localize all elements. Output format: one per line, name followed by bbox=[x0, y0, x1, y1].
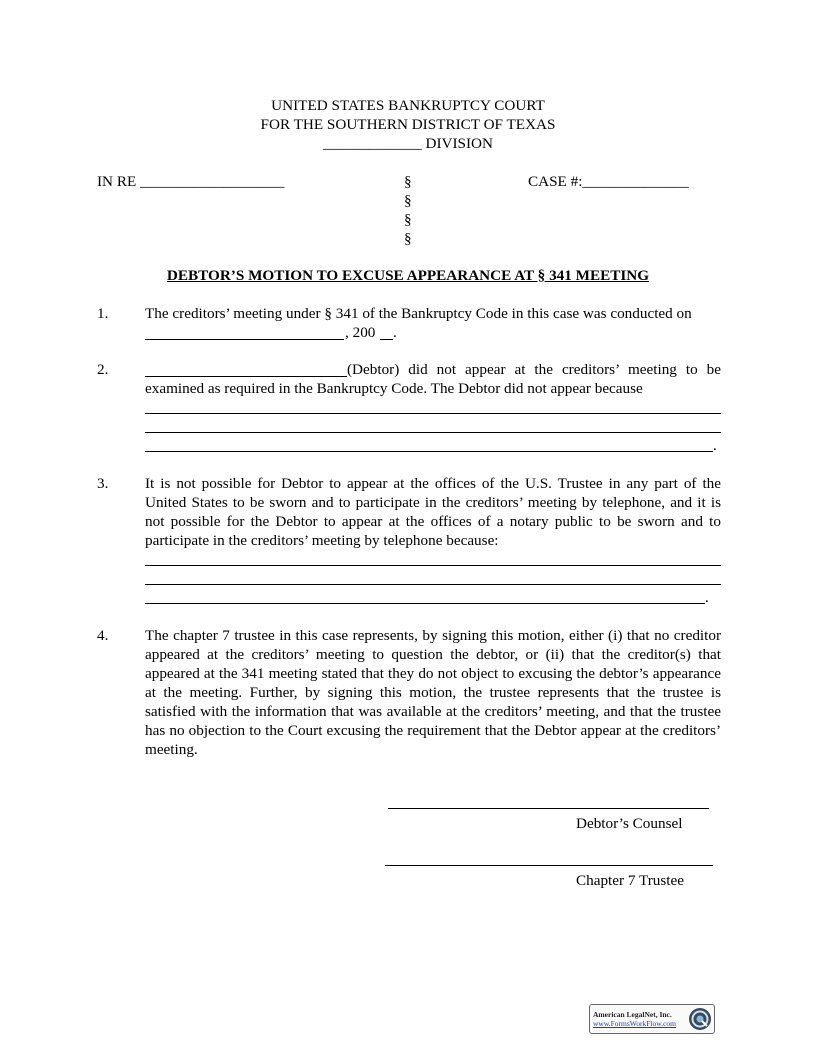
paragraph-2-text: (Debtor) did not appear at the creditors’ meeting to be examined as required in the Bankruptcy Code. The Debtor did not appear because bbox=[145, 361, 721, 397]
paragraph-number: 3. bbox=[97, 475, 109, 492]
reason-period: . bbox=[713, 437, 717, 454]
logo-globe-icon bbox=[688, 1007, 712, 1031]
because-period: . bbox=[705, 589, 709, 606]
meeting-date-blank bbox=[145, 339, 344, 340]
logo-company-name: American LegalNet, Inc. bbox=[593, 1010, 672, 1019]
court-district: FOR THE SOUTHERN DISTRICT OF TEXAS bbox=[260, 116, 556, 133]
trustee-signature-line bbox=[385, 865, 713, 866]
section-symbol: § bbox=[404, 211, 412, 228]
reason-blank-line bbox=[145, 432, 721, 433]
paragraph-number: 1. bbox=[97, 305, 109, 322]
court-division: _____________ DIVISION bbox=[322, 135, 493, 152]
paragraph-number: 2. bbox=[97, 361, 109, 378]
section-symbol: § bbox=[404, 230, 412, 247]
year-blank bbox=[380, 339, 393, 340]
case-number-field: CASE #:______________ bbox=[528, 173, 689, 190]
counsel-signature-label: Debtor’s Counsel bbox=[576, 815, 683, 832]
court-name: UNITED STATES BANKRUPTCY COURT bbox=[271, 97, 545, 114]
section-symbol: § bbox=[404, 192, 412, 209]
logo-url-link[interactable]: www.FormsWorkFlow.com bbox=[593, 1019, 677, 1028]
in-re-field: IN RE ___________________ bbox=[97, 173, 285, 190]
paragraph-1-period: . bbox=[393, 324, 397, 341]
because-blank-line bbox=[145, 603, 705, 604]
motion-title: DEBTOR’S MOTION TO EXCUSE APPEARANCE AT § 341 MEETING bbox=[166, 267, 650, 284]
paragraph-1-year: , 200 bbox=[345, 324, 376, 341]
because-blank-line bbox=[145, 584, 721, 585]
counsel-signature-line bbox=[388, 808, 709, 809]
paragraph-3-text: It is not possible for Debtor to appear at the offices of the U.S. Trustee in any part of the United States to be sworn and to participate in the creditors’ meeting by telephone, and it is not possible for the Debtor to appear at the offices of a notary public to be sworn and to participate in the creditors’ meeting by telephone because: bbox=[145, 475, 721, 549]
paragraph-number: 4. bbox=[97, 627, 109, 644]
because-blank-line bbox=[145, 565, 721, 566]
reason-blank-line bbox=[145, 451, 713, 452]
american-legalnet-logo[interactable] bbox=[589, 1004, 715, 1034]
trustee-signature-label: Chapter 7 Trustee bbox=[576, 872, 684, 889]
reason-blank-line bbox=[145, 413, 721, 414]
paragraph-4-text: The chapter 7 trustee in this case represents, by signing this motion, either (i) that no creditor appeared at the creditors’ meeting to question the debtor, or (ii) that the creditor(s) that appeared at the 341 meeting stated that they do not object to excusing the debtor’s appearance at the meeting. Further, by signing this motion, the trustee represents that the trustee is satisfied with the information that was available at the creditors’ meeting, and that the trustee has no objection to the Court excusing the requirement that the Debtor appear at the creditors’ meeting. bbox=[145, 627, 721, 758]
paragraph-1-text: The creditors’ meeting under § 341 of the Bankruptcy Code in this case was conducted on bbox=[145, 305, 692, 322]
section-symbol: § bbox=[404, 173, 412, 190]
